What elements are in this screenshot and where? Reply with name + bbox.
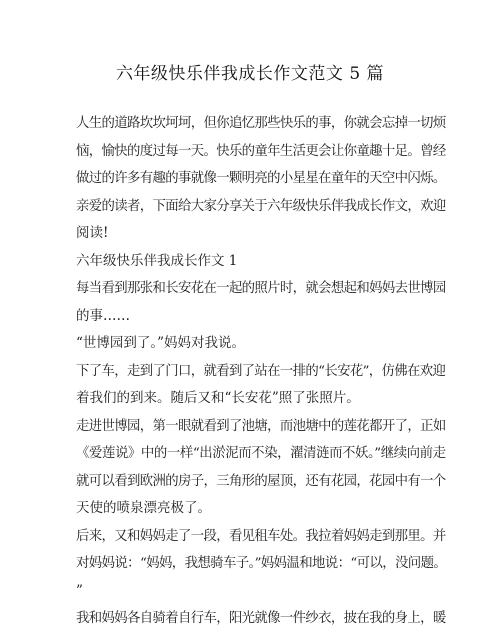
text-line: 每当看到那张和长安花在一起的照片时，就会想起和妈妈去世博园 [76, 281, 446, 296]
document-body [76, 110, 446, 633]
text-line: 对妈妈说：“妈妈，我想骑车子。”妈妈温和地说：“可以，没问题。 [76, 556, 447, 571]
text-line: 亲爱的读者，下面给大家分享关于六年级快乐伴我成长作文，欢迎 [76, 198, 446, 214]
text-line: ” [76, 582, 83, 599]
document-title: 六年级快乐伴我成长作文范文 5 篇 [115, 64, 385, 84]
text-line: 我和妈妈各自骑着自行车，阳光就像一件纱衣，披在我的身上，暖 [76, 611, 446, 626]
text-line: 人生的道路坎坎坷坷，但你追忆那些快乐的事，你就会忘掉一切烦 [76, 116, 446, 131]
text-line: 做过的许多有趣的事就像一颗明亮的小星星在童年的天空中闪烁。 [76, 171, 446, 186]
text-line: 着我们的到来。随后又和“长安花”照了张照片。 [76, 390, 360, 406]
text-line: 下了车，走到了门口，就看到了站在一排的“长安花”，仿佛在欢迎 [76, 363, 446, 379]
text-line: 走进世博园，第一眼就看到了池塘，而池塘中的莲花都开了，正如 [76, 418, 446, 434]
text-line: 天使的喷泉漂亮极了。 [76, 500, 211, 516]
text-line: “世博园到了。”妈妈对我说。 [76, 335, 246, 351]
text-line: 阅读! [76, 225, 109, 241]
text-line: 就可以看到欧洲的房子，三角形的屋顶，还有花园，花园中有一个 [76, 473, 446, 489]
text-line: 恼，愉快的度过每一天。快乐的童年生活更会让你童趣十足。曾经 [76, 143, 446, 159]
text-line: 《爱莲说》中的一样“出淤泥而不染，濯清涟而不妖。”继续向前走 [76, 446, 446, 461]
text-line: 后来，又和妈妈走了一段，看见租车处。我拉着妈妈走到那里。并 [76, 528, 446, 544]
text-line: 的事…… [76, 307, 130, 324]
section-heading: 六年级快乐伴我成长作文 1 [76, 252, 238, 269]
